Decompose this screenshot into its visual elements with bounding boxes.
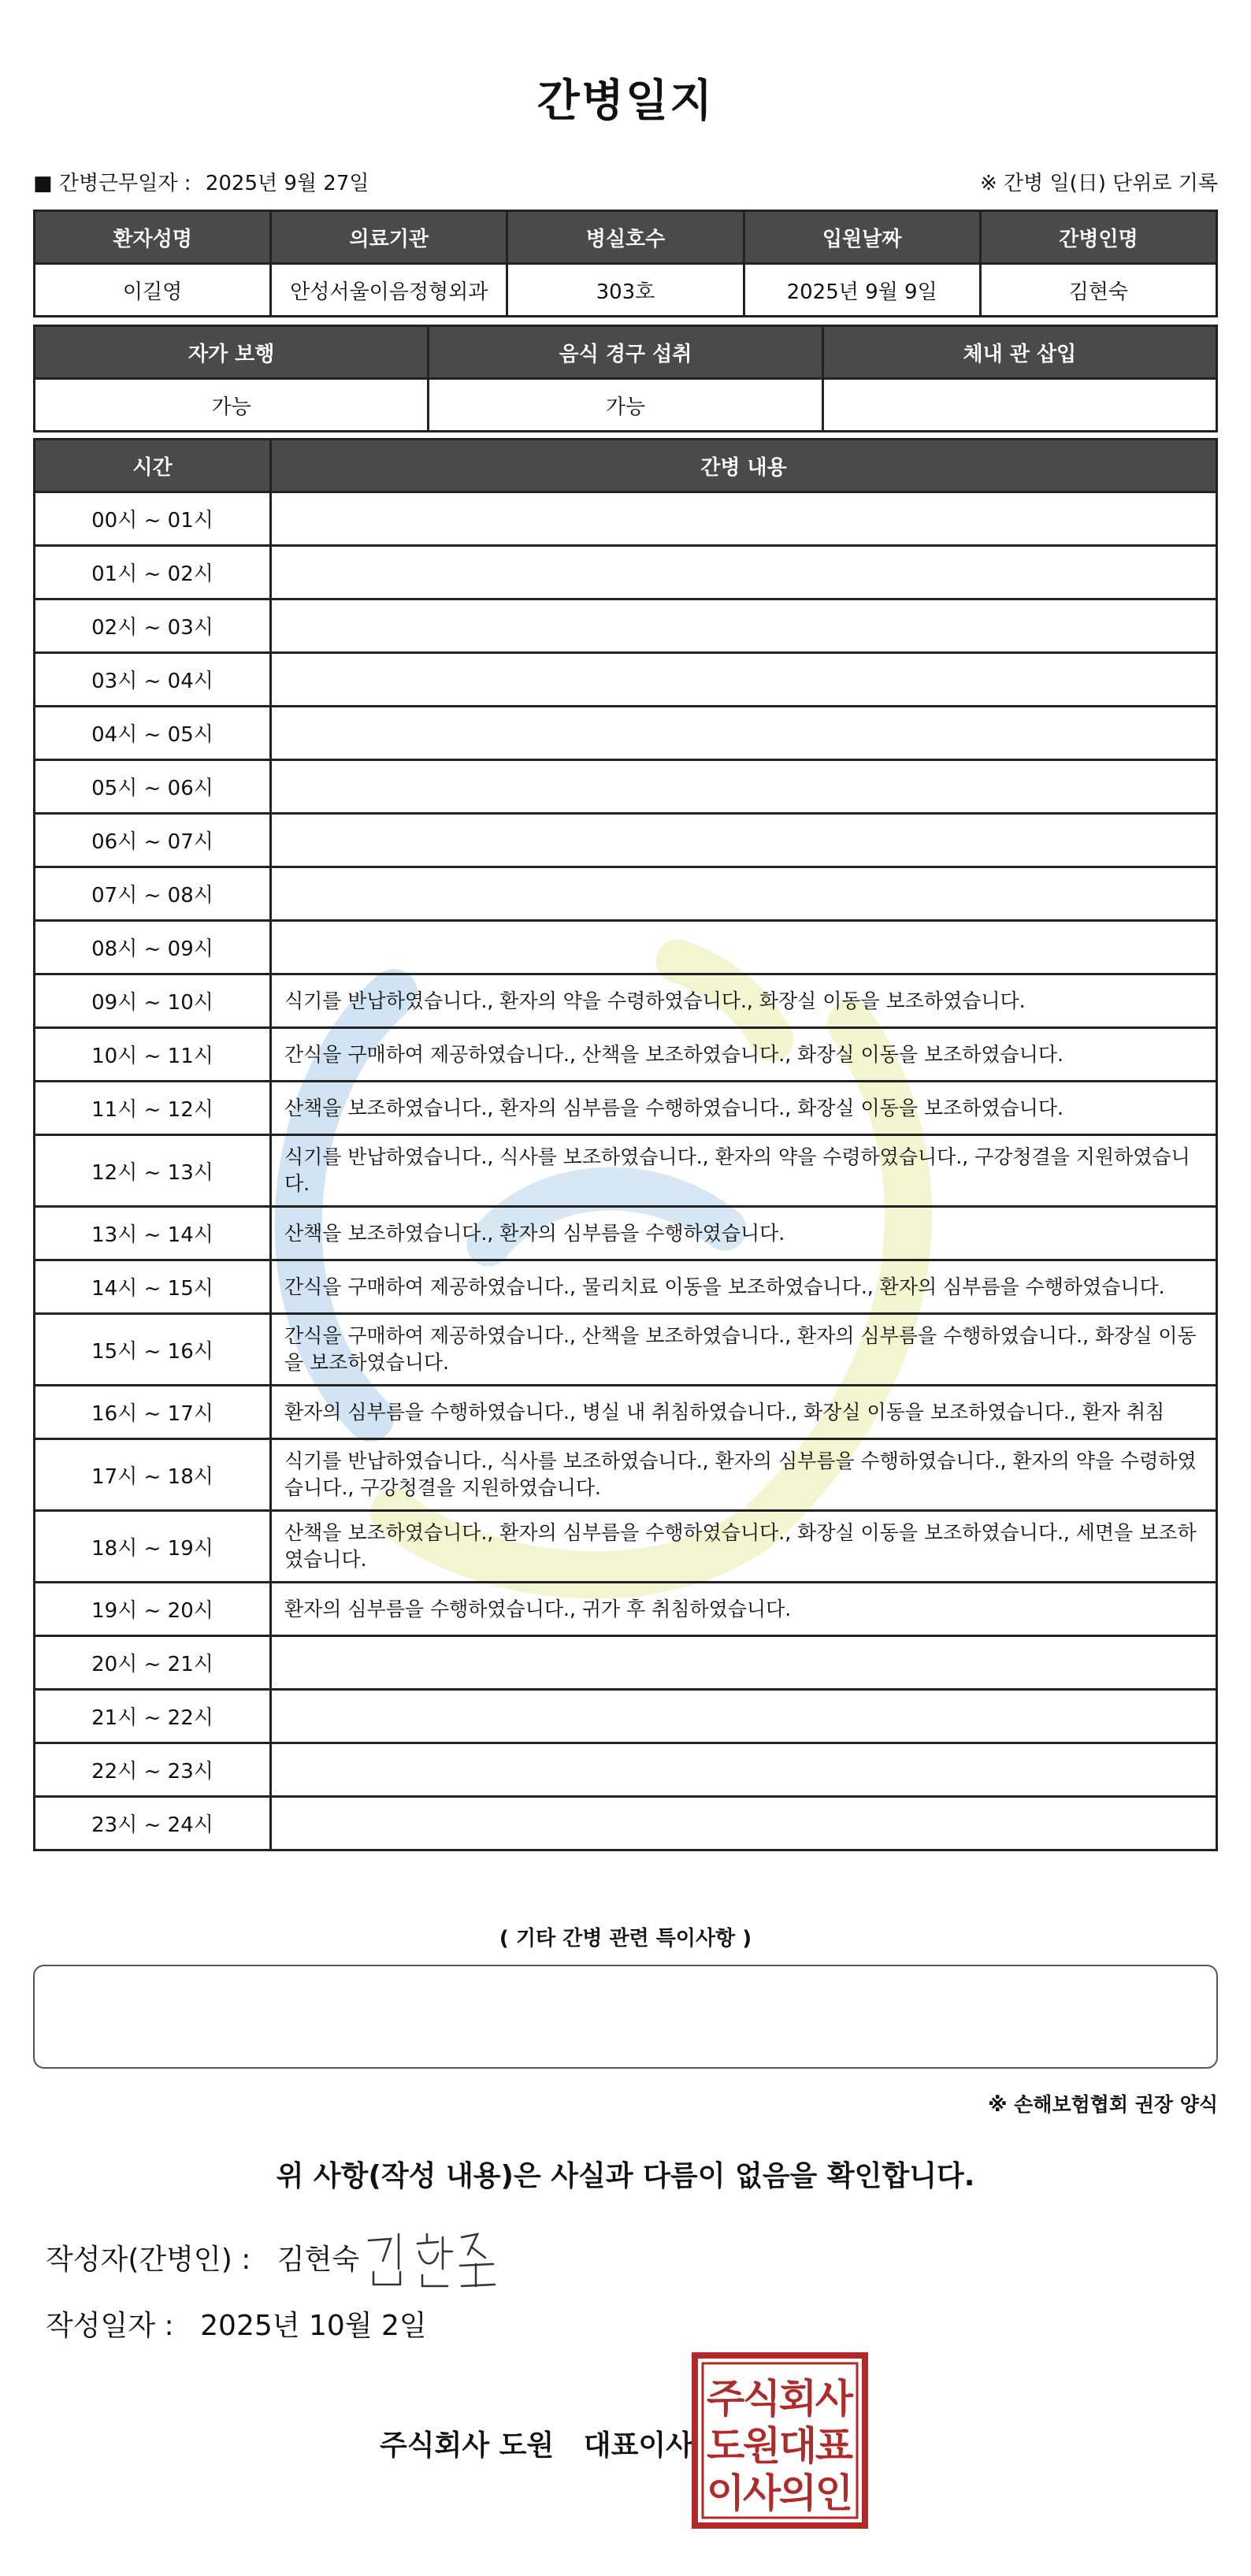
table-row: [35, 1583, 1217, 1636]
time-cell: 07시 ~ 08시: [35, 867, 271, 921]
time-cell: 10시 ~ 11시: [35, 1028, 271, 1082]
table-row: [35, 1260, 1217, 1314]
room-number: 303호: [507, 264, 744, 317]
content-cell: 간식을 구매하여 제공하였습니다., 산책을 보조하였습니다., 화장실 이동을 보조하였습니다.: [271, 1028, 1217, 1082]
hospital-name: 안성서울이음정형외과: [271, 264, 507, 317]
table-row: [35, 1082, 1217, 1135]
table-row: [35, 921, 1217, 974]
document-title: 간병일지: [536, 76, 715, 127]
content-cell: [271, 1636, 1217, 1690]
header-care-content: 간병 내용: [271, 440, 1217, 492]
tube-value: [822, 379, 1216, 432]
header-tube: 체내 관 삽입: [822, 326, 1216, 379]
other-notes-title: ( 기타 간병 관련 특이사항 ): [499, 1927, 752, 1951]
content-cell: [271, 653, 1217, 707]
time-cell: 22시 ~ 23시: [35, 1743, 271, 1797]
content-cell: [271, 760, 1217, 814]
time-cell: 12시 ~ 13시: [35, 1135, 271, 1207]
patient-ability-table: [33, 325, 1218, 432]
content-cell: 환자의 심부름을 수행하였습니다., 귀가 후 취침하였습니다.: [271, 1583, 1217, 1636]
table-row: [35, 492, 1217, 546]
content-cell: 간식을 구매하여 제공하였습니다., 물리치료 이동을 보조하였습니다., 환자의 심부름을 수행하였습니다.: [271, 1260, 1217, 1314]
content-cell: 간식을 구매하여 제공하였습니다., 산책을 보조하였습니다., 환자의 심부름을 수행하였습니다., 화장실 이동을 보조하였습니다.: [271, 1314, 1217, 1386]
time-cell: 13시 ~ 14시: [35, 1207, 271, 1260]
content-cell: [271, 707, 1217, 760]
time-cell: 01시 ~ 02시: [35, 546, 271, 599]
header-admit-date: 입원날짜: [744, 211, 980, 264]
svg-text:이사의인: 이사의인: [707, 2470, 853, 2516]
time-cell: 18시 ~ 19시: [35, 1511, 271, 1583]
time-cell: 09시 ~ 10시: [35, 974, 271, 1028]
confirmation-statement: 위 사항(작성 내용)은 사실과 다름이 없음을 확인합니다.: [276, 2160, 975, 2192]
time-cell: 14시 ~ 15시: [35, 1260, 271, 1314]
header-time: 시간: [35, 440, 271, 492]
time-cell: 06시 ~ 07시: [35, 814, 271, 867]
time-cell: 20시 ~ 21시: [35, 1636, 271, 1690]
recommend-note: ※ 손해보험협회 권장 양식: [988, 2093, 1218, 2116]
table-row: [35, 1690, 1217, 1743]
handwritten-signature: [359, 2223, 509, 2294]
table-row: [35, 599, 1217, 653]
work-date: [33, 167, 369, 196]
table-row: [35, 760, 1217, 814]
content-cell: 식기를 반납하였습니다., 식사를 보조하였습니다., 환자의 심부름을 수행하였습니다., 환자의 약을 수령하였습니다., 구강청결을 지원하였습니다.: [271, 1439, 1217, 1511]
content-cell: 식기를 반납하였습니다., 식사를 보조하였습니다., 환자의 약을 수령하였습니다., 구강청결을 지원하였습니다.: [271, 1135, 1217, 1207]
content-cell: [271, 546, 1217, 599]
time-cell: 11시 ~ 12시: [35, 1082, 271, 1135]
table-row: [35, 1207, 1217, 1260]
work-date-value: 2025년 9월 27일: [205, 172, 369, 195]
caregiver-name: 김현숙: [980, 264, 1216, 317]
table-row: [35, 1439, 1217, 1511]
content-cell: [271, 921, 1217, 974]
header-caregiver: 간병인명: [980, 211, 1216, 264]
content-cell: 산책을 보조하였습니다., 환자의 심부름을 수행하였습니다., 화장실 이동을 보조하였습니다., 세면을 보조하였습니다.: [271, 1511, 1217, 1583]
time-cell: 08시 ~ 09시: [35, 921, 271, 974]
company-name: 주식회사 도원 대표이사: [380, 2429, 693, 2462]
patient-name: 이길영: [35, 264, 271, 317]
written-date-row: [46, 2303, 427, 2344]
written-date-value: 2025년 10월 2일: [200, 2310, 427, 2342]
table-row: [35, 974, 1217, 1028]
writer-label: 작성자(간병인) :: [46, 2244, 251, 2276]
time-cell: 05시 ~ 06시: [35, 760, 271, 814]
content-cell: [271, 814, 1217, 867]
content-cell: [271, 1690, 1217, 1743]
walking-value: 가능: [35, 379, 429, 432]
content-cell: 산책을 보조하였습니다., 환자의 심부름을 수행하였습니다., 화장실 이동을 보조하였습니다.: [271, 1082, 1217, 1135]
time-cell: 16시 ~ 17시: [35, 1386, 271, 1439]
header-walking: 자가 보행: [35, 326, 429, 379]
svg-text:도원대표: 도원대표: [707, 2423, 853, 2469]
table-row: [35, 867, 1217, 921]
content-cell: [271, 1797, 1217, 1850]
table-row: [35, 1386, 1217, 1439]
time-cell: 21시 ~ 22시: [35, 1690, 271, 1743]
admit-date: 2025년 9월 9일: [744, 264, 980, 317]
table-row: [35, 1135, 1217, 1207]
oral-intake-value: 가능: [429, 379, 822, 432]
content-cell: 산책을 보조하였습니다., 환자의 심부름을 수행하였습니다.: [271, 1207, 1217, 1260]
time-cell: 19시 ~ 20시: [35, 1583, 271, 1636]
time-cell: 15시 ~ 16시: [35, 1314, 271, 1386]
content-cell: [271, 599, 1217, 653]
header-patient-name: 환자성명: [35, 211, 271, 264]
patient-info-table: [33, 210, 1218, 317]
table-row: [35, 1028, 1217, 1082]
care-log-table: [33, 438, 1218, 1851]
time-cell: 17시 ~ 18시: [35, 1439, 271, 1511]
company-seal-stamp: [692, 2352, 868, 2529]
table-row: [35, 546, 1217, 599]
writer-row: [46, 2237, 359, 2277]
table-row: [35, 707, 1217, 760]
other-notes-box: [33, 1965, 1218, 2069]
table-row: [35, 1636, 1217, 1690]
table-row: [35, 653, 1217, 707]
table-row: [35, 1797, 1217, 1850]
header-hospital: 의료기관: [271, 211, 507, 264]
time-cell: 00시 ~ 01시: [35, 492, 271, 546]
time-cell: 04시 ~ 05시: [35, 707, 271, 760]
content-cell: [271, 1743, 1217, 1797]
header-oral-intake: 음식 경구 섭취: [429, 326, 822, 379]
content-cell: [271, 867, 1217, 921]
table-row: [35, 1314, 1217, 1386]
content-cell: 환자의 심부름을 수행하였습니다., 병실 내 취침하였습니다., 화장실 이동을 보조하였습니다., 환자 취침: [271, 1386, 1217, 1439]
table-row: [35, 1743, 1217, 1797]
table-row: [35, 1511, 1217, 1583]
header-room: 병실호수: [507, 211, 744, 264]
work-date-label: ■ 간병근무일자 :: [33, 172, 191, 195]
content-cell: [271, 492, 1217, 546]
svg-text:주식회사: 주식회사: [707, 2376, 853, 2422]
time-cell: 03시 ~ 04시: [35, 653, 271, 707]
writer-name: 김현숙: [277, 2244, 360, 2276]
written-date-label: 작성일자 :: [46, 2310, 174, 2342]
time-cell: 02시 ~ 03시: [35, 599, 271, 653]
record-unit-note: ※ 간병 일(日) 단위로 기록: [979, 172, 1218, 195]
table-row: [35, 814, 1217, 867]
time-cell: 23시 ~ 24시: [35, 1797, 271, 1850]
content-cell: 식기를 반납하였습니다., 환자의 약을 수령하였습니다., 화장실 이동을 보조하였습니다.: [271, 974, 1217, 1028]
